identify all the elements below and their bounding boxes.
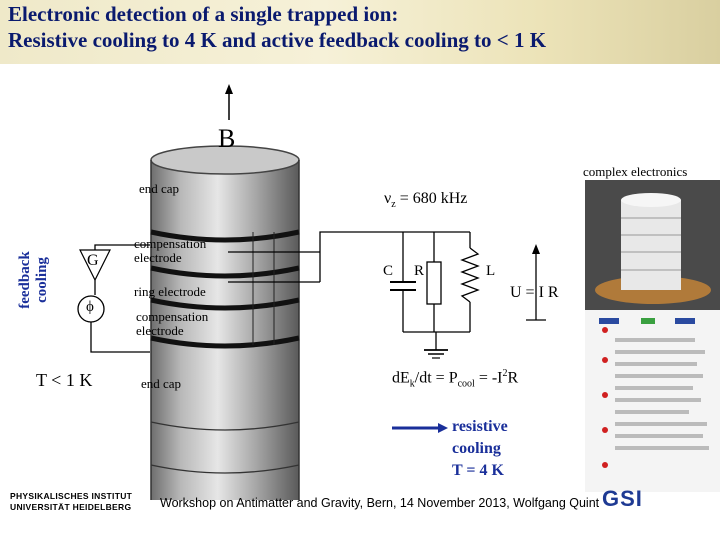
trap-electronics-photo bbox=[585, 180, 720, 492]
voltage-relation: U = I R bbox=[510, 284, 559, 301]
energy-equation: $dE_k/dt = P_{cool} = -I^2R$ bbox=[392, 368, 519, 390]
phase-symbol: ϕ bbox=[86, 299, 94, 315]
complex-electronics-label: complex electronics bbox=[583, 164, 688, 179]
title-line-1: Electronic detection of a single trapped ion: bbox=[8, 2, 399, 26]
ring-electrode-label: ring electrode bbox=[134, 284, 206, 299]
voltage-arrow bbox=[526, 244, 546, 320]
end-cap-top-label: end cap bbox=[139, 181, 180, 196]
resistive-cooling-label: resistive cooling T = 4 K bbox=[452, 418, 508, 479]
capacitor-label: C bbox=[383, 263, 394, 279]
end-cap-bottom-label: end cap bbox=[141, 376, 182, 391]
gsi-logo: GSI bbox=[602, 486, 643, 511]
feedback-cooling-label: feedback cooling bbox=[17, 251, 50, 309]
feedback-temperature: T < 1 K bbox=[36, 370, 93, 390]
gain-symbol: G bbox=[87, 252, 99, 269]
resistor-label: R bbox=[414, 263, 425, 279]
resonant-circuit bbox=[300, 232, 478, 358]
title-line-2: Resistive cooling to 4 K and active feedback cooling to < 1 K bbox=[8, 28, 547, 52]
magnetic-field-label: B bbox=[218, 124, 236, 153]
institute-logo: PHYSIKALISCHES INSTITUT UNIVERSITÄT HEIDELBERG bbox=[10, 491, 133, 512]
axial-frequency-label: $\nu_z = 680$ kHz bbox=[384, 190, 468, 211]
footer-workshop-text: Workshop on Antimatter and Gravity, Bern, 14 November 2013, Wolfgang Quint bbox=[160, 496, 600, 510]
inductor-label: L bbox=[486, 263, 496, 279]
compensation-bottom-label: compensation electrode bbox=[136, 309, 209, 338]
compensation-top-label: compensation electrode bbox=[134, 236, 207, 265]
